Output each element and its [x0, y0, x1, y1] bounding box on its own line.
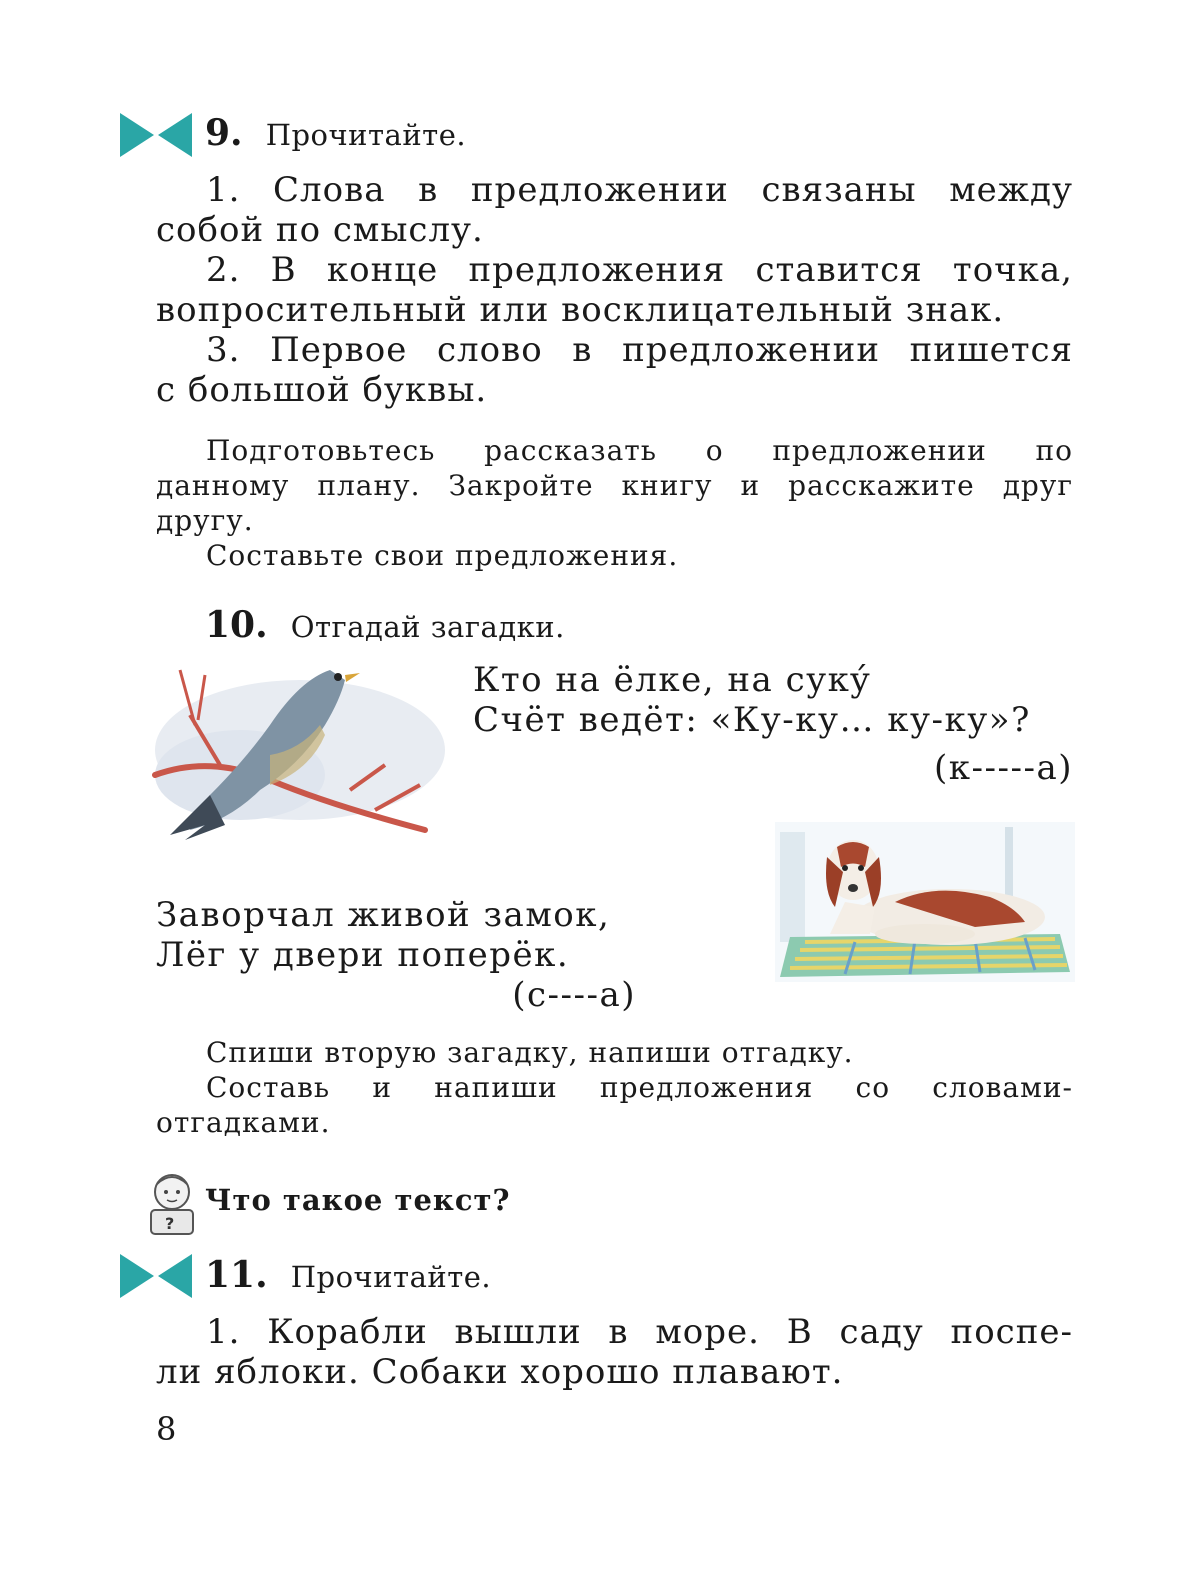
instruction-4-line-2: отгадками.: [156, 1106, 331, 1139]
instruction-4-line-1: Составь и напиши предложения со словами-: [206, 1071, 1073, 1104]
rule-1-line-1: 1. Слова в предложении связаны между: [206, 170, 1073, 210]
exercise-9-instructions: [156, 433, 1073, 573]
rule-2-line-1: 2. В конце предложения ставится точка,: [206, 250, 1073, 290]
rule-1-line-2: собой по смыслу.: [156, 210, 484, 250]
exercise-11-header: [205, 1254, 491, 1296]
riddle-1: [473, 660, 1073, 788]
exercise-9-task: Прочитайте.: [265, 118, 467, 152]
thinking-child-icon: [143, 1170, 201, 1236]
exercise-10-number: 10.: [205, 604, 268, 646]
instruction-1-line-3: другу.: [156, 504, 254, 537]
cuckoo-illustration: [150, 655, 445, 845]
exercise-11-line-2: ли яблоки. Собаки хорошо плавают.: [156, 1352, 844, 1392]
riddle-2-line-1: Заворчал живой замок,: [156, 895, 611, 935]
page-number: 8: [156, 1410, 177, 1448]
exercise-9-rules: [156, 170, 1073, 410]
riddle-2-line-2: Лёг у двери поперёк.: [156, 935, 570, 975]
section-title: Что такое текст?: [205, 1183, 511, 1217]
riddle-1-line-2: Счёт ведёт: «Ку-ку… ку-ку»?: [473, 700, 1031, 740]
dog-illustration: [775, 822, 1075, 982]
riddle-1-answer: (к-----а): [934, 748, 1073, 788]
instruction-1-line-1: Подготовьтесь рассказать о предложении по: [206, 434, 1073, 467]
exercise-10-task: Отгадай загадки.: [290, 610, 565, 644]
instruction-1-line-2: данному плану. Закройте книгу и расскажите друг: [156, 469, 1073, 502]
exercise-10-header: [205, 604, 565, 646]
exercise-marker-icon: [120, 113, 192, 157]
exercise-11-task: Прочитайте.: [290, 1260, 492, 1294]
exercise-11-number: 11.: [205, 1254, 268, 1296]
exercise-10-instructions: [156, 1035, 1073, 1140]
exercise-9-number: 9.: [205, 112, 243, 154]
rule-2-line-2: вопросительный или восклицательный знак.: [156, 290, 1005, 330]
exercise-11-line-1: 1. Корабли вышли в море. В саду поспе-: [206, 1312, 1073, 1352]
exercise-marker-icon: [120, 1254, 192, 1298]
instruction-2-line-1: Составьте свои предложения.: [206, 539, 679, 572]
riddle-2-answer: (с----а): [512, 975, 636, 1015]
instruction-3-line-1: Спиши вторую загадку, напиши отгадку.: [206, 1036, 854, 1069]
riddle-2: [156, 895, 636, 1015]
exercise-9-header: [205, 112, 466, 154]
rule-3-line-1: 3. Первое слово в предложении пишется: [206, 330, 1073, 370]
exercise-11-text: [156, 1312, 1073, 1392]
riddle-1-line-1: Кто на ёлке, на сукý: [473, 660, 872, 700]
rule-3-line-2: с большой буквы.: [156, 370, 488, 410]
svg-text:?: ?: [165, 1214, 175, 1233]
